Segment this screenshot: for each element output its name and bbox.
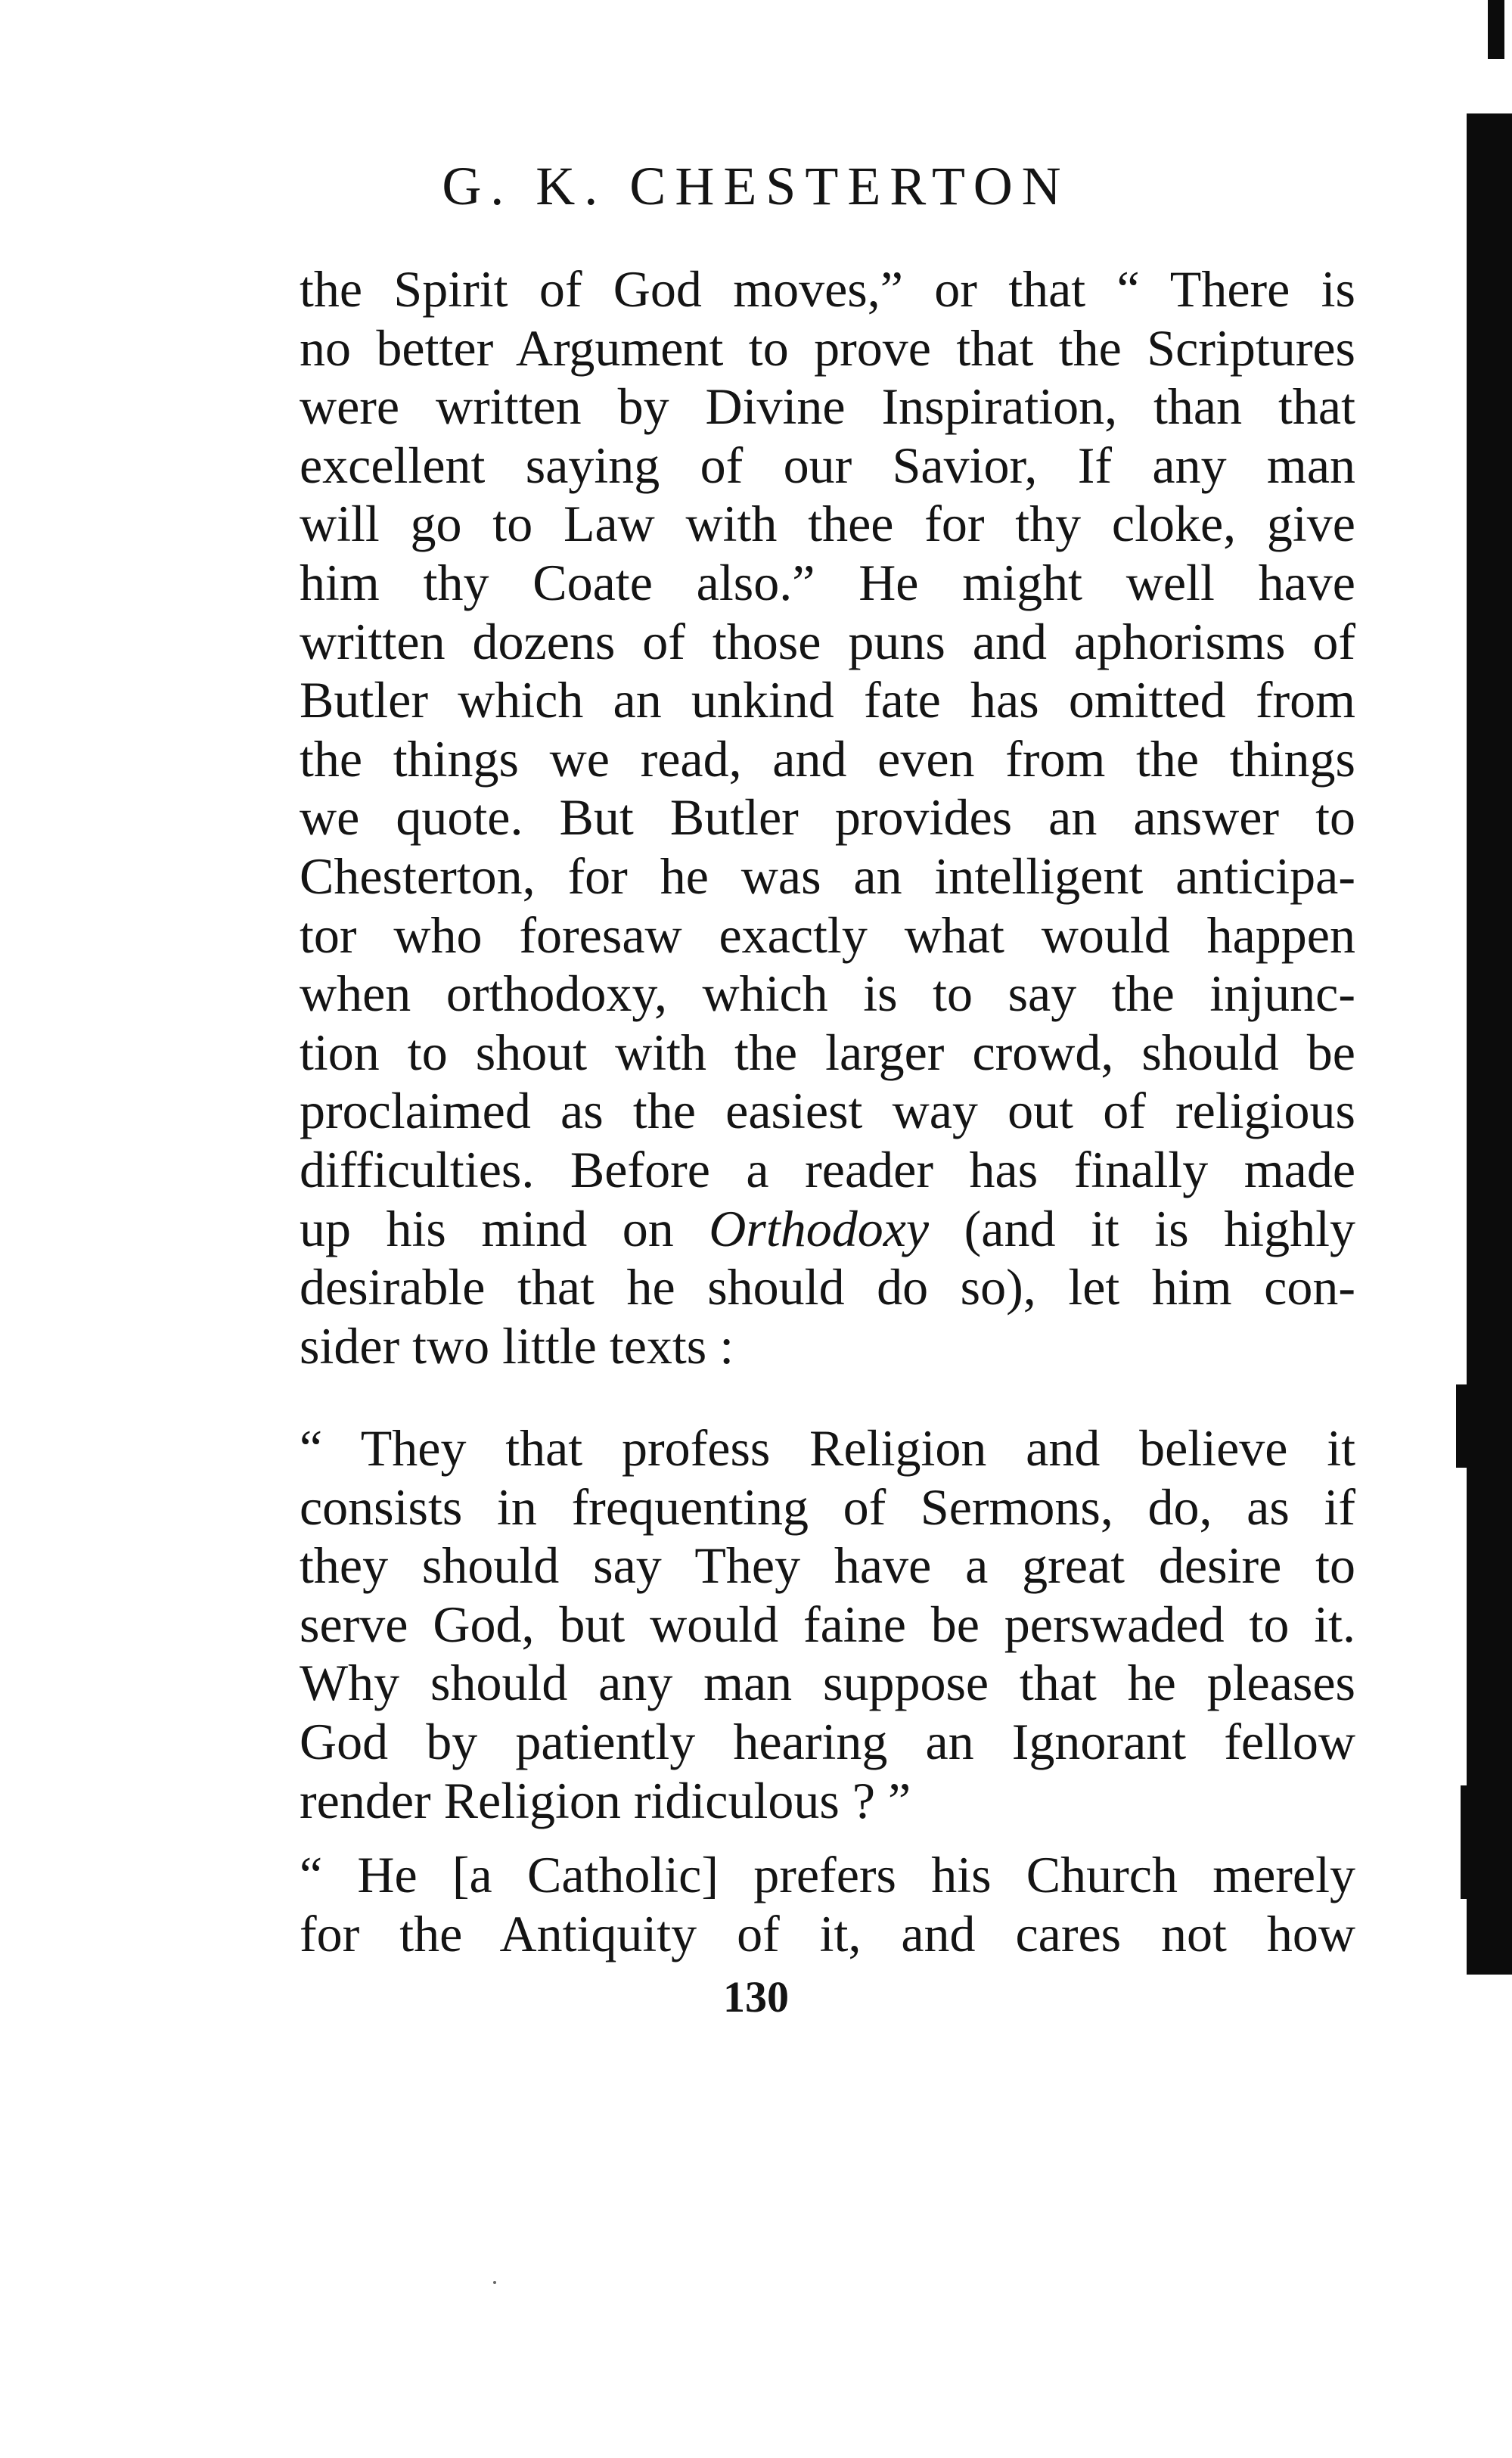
- text-run: up his mind on: [300, 1199, 709, 1257]
- text-line: the things we read, and even from the things: [300, 729, 1355, 788]
- book-title-italic: Orthodoxy: [709, 1199, 930, 1257]
- text-line: “ They that profess Religion and believe it: [300, 1419, 1355, 1477]
- body-paragraph: [300, 260, 1355, 1375]
- text-line: difficulties. Before a reader has finally made: [300, 1140, 1355, 1198]
- text-line: Why should any man suppose that he pleases: [300, 1654, 1355, 1712]
- text-line: when orthodoxy, which is to say the injunc-: [300, 965, 1355, 1023]
- text-line: serve God, but would faine be perswaded to it.: [300, 1595, 1355, 1653]
- scan-edge-mark: [1488, 0, 1504, 59]
- scan-edge-notch: [1461, 1785, 1477, 1899]
- text-line: [300, 1200, 1355, 1259]
- text-line: we quote. But Butler provides an answer to: [300, 788, 1355, 847]
- text-line: desirable that he should do so), let him con-: [300, 1258, 1355, 1316]
- text-line: sider two little texts :: [300, 1316, 734, 1375]
- scan-speck: [493, 2281, 496, 2284]
- block-quote: [300, 1846, 1355, 1963]
- text-line: Butler which an unkind fate has omitted from: [300, 671, 1355, 729]
- scan-edge-shadow: [1467, 113, 1512, 1975]
- text-line: God by patiently hearing an Ignorant fellow: [300, 1712, 1355, 1770]
- text-line: “ He [a Catholic] prefers his Church merely: [300, 1846, 1355, 1903]
- text-line: tion to shout with the larger crowd, should be: [300, 1023, 1355, 1081]
- text-line: no better Argument to prove that the Scriptures: [300, 319, 1355, 377]
- text-line: excellent saying of our Savior, If any man: [300, 436, 1355, 494]
- text-line: the Spirit of God moves,” or that “ There is: [300, 260, 1355, 318]
- text-line: him thy Coate also.” He might well have: [300, 553, 1355, 611]
- text-line: tor who foresaw exactly what would happen: [300, 906, 1355, 964]
- text-line: written dozens of those puns and aphorisms of: [300, 612, 1355, 670]
- scan-edge-notch: [1456, 1384, 1476, 1468]
- text-run: (and it is highly: [929, 1199, 1355, 1257]
- running-head: G. K. CHESTERTON: [442, 156, 1070, 216]
- text-line: were written by Divine Inspiration, than that: [300, 378, 1355, 436]
- block-quote: [300, 1419, 1355, 1830]
- text-line: proclaimed as the easiest way out of religious: [300, 1082, 1355, 1140]
- text-line: they should say They have a great desire to: [300, 1537, 1355, 1595]
- text-line: Chesterton, for he was an intelligent anticipa-: [300, 847, 1355, 905]
- text-line: consists in frequenting of Sermons, do, as if: [300, 1478, 1355, 1536]
- page-number: 130: [723, 1972, 789, 2021]
- text-line: render Religion ridiculous ? ”: [300, 1771, 911, 1829]
- text-line: will go to Law with thee for thy cloke, give: [300, 495, 1355, 553]
- text-line: for the Antiquity of it, and cares not how: [300, 1904, 1355, 1962]
